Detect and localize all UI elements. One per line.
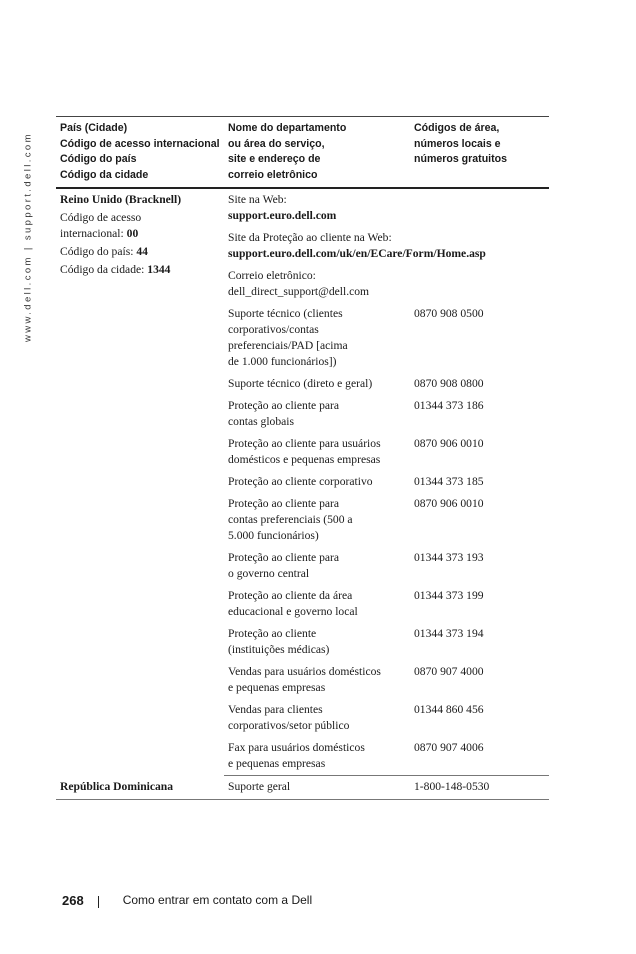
uk-country-cell: Reino Unido (Bracknell) Código de acesso internacional: 00 Código do país: 44 Código da cidade: 1344 xyxy=(56,188,224,776)
side-url: www.dell.com | support.dell.com xyxy=(22,132,34,343)
service-number: 01344 373 199 xyxy=(414,589,484,603)
header-country: País (Cidade) Código de acesso internacional Código do país Código da cidade xyxy=(56,117,224,189)
email-cell: Correio eletrônico: dell_direct_support@dell.com xyxy=(224,265,549,303)
service-number: 01344 373 193 xyxy=(414,551,484,565)
service-name: Proteção ao cliente para usuários domésticos e pequenas empresas xyxy=(228,437,381,467)
service-name: Fax para usuários domésticos e pequenas empresas xyxy=(224,737,410,776)
service-number: 01344 860 456 xyxy=(414,703,484,717)
page-footer xyxy=(62,892,312,908)
protection-site-link[interactable]: support.euro.dell.com/uk/en/ECare/Form/Home.asp xyxy=(228,247,486,261)
service-number: 0870 906 0010 xyxy=(414,437,484,451)
footer-title: Como entrar em contato com a Dell xyxy=(122,893,313,907)
page-number: 268 xyxy=(62,892,84,908)
service-number: 0870 906 0010 xyxy=(414,497,484,511)
service-name: Proteção ao cliente para contas globais xyxy=(228,399,340,429)
service-name: Vendas para usuários domésticos e pequenas empresas xyxy=(228,665,381,695)
service-number: 01344 373 186 xyxy=(414,399,484,413)
website-link[interactable]: support.euro.dell.com xyxy=(228,209,337,223)
service-number: 01344 373 194 xyxy=(414,627,484,641)
header-numbers: Códigos de área, números locais e números gratuitos xyxy=(410,117,549,189)
service-number: 0870 907 4000 xyxy=(414,665,484,679)
service-number: 1-800-148-0530 xyxy=(410,776,549,800)
email-link[interactable]: dell_direct_support@dell.com xyxy=(228,285,370,299)
website-cell: Site na Web: support.euro.dell.com xyxy=(224,188,549,227)
table-row xyxy=(56,776,549,800)
country-name: Reino Unido (Bracknell) xyxy=(60,193,182,207)
service-name: Suporte técnico (direto e geral) xyxy=(228,377,373,391)
protection-site-cell: Site da Proteção ao cliente na Web: support.euro.dell.com/uk/en/ECare/Form/Home.asp xyxy=(224,227,549,265)
service-name: Proteção ao cliente para contas preferenciais (500 a 5.000 funcionários) xyxy=(228,497,353,543)
service-name: Suporte geral xyxy=(224,776,410,800)
service-number: 0870 908 0800 xyxy=(414,377,484,391)
service-number: 0870 907 4006 xyxy=(410,737,549,776)
footer-divider xyxy=(98,896,99,908)
header-department: Nome do departamento ou área do serviço, site e endereço de correio eletrônico xyxy=(224,117,410,189)
service-name: Proteção ao cliente da área educacional e governo local xyxy=(228,589,358,619)
service-name: Suporte técnico (clientes corporativos/contas preferenciais/PAD [acima de 1.000 funcionários]) xyxy=(228,307,348,369)
service-number: 01344 373 185 xyxy=(414,475,484,489)
contact-table xyxy=(56,116,549,800)
service-name: Proteção ao cliente (instituições médicas) xyxy=(228,627,330,657)
table-row xyxy=(56,188,549,227)
service-name: Proteção ao cliente para o governo central xyxy=(228,551,340,581)
service-name: Vendas para clientes corporativos/setor público xyxy=(228,703,350,733)
table-header-row xyxy=(56,117,549,189)
country-name: República Dominicana xyxy=(56,776,224,800)
service-number: 0870 908 0500 xyxy=(414,307,484,321)
service-name: Proteção ao cliente corporativo xyxy=(228,475,373,489)
